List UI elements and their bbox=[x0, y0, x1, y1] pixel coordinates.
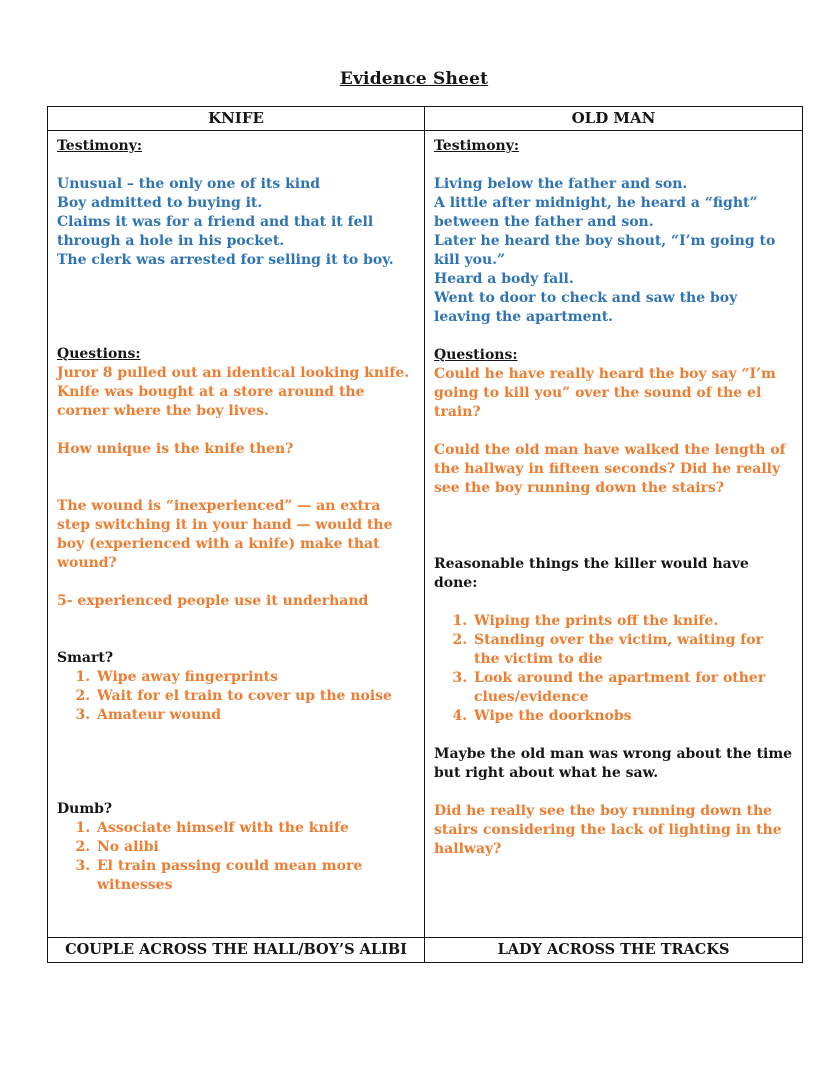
knife-question-wound: The wound is “inexperienced” — an extra step switching it in your hand — would the boy (experienced with a knife) make that wound? bbox=[57, 498, 393, 571]
knife-testimony-line: The clerk was arrested for selling it to boy. bbox=[57, 252, 394, 268]
old-man-testimony-line: Went to door to check and saw the boy leaving the apartment. bbox=[434, 290, 738, 325]
list-item: 3. Look around the apartment for other clues/evidence bbox=[472, 669, 793, 707]
old-man-note-maybe: Maybe the old man was wrong about the time but right about what he saw. bbox=[434, 746, 793, 781]
knife-testimony-line: Unusual – the only one of its kind bbox=[57, 176, 321, 192]
knife-questions-heading: Questions: bbox=[57, 346, 141, 362]
knife-smart-list bbox=[57, 668, 415, 725]
knife-testimony-line: Claims it was for a friend and that it fell through a hole in his pocket. bbox=[57, 214, 374, 249]
knife-question-store: Knife was bought at a store around the corner where the boy lives. bbox=[57, 384, 365, 419]
list-item: 1. Wipe away fingerprints bbox=[95, 668, 415, 687]
knife-testimony-line: Boy admitted to buying it. bbox=[57, 195, 263, 211]
old-man-reasonable-heading: Reasonable things the killer would have done: bbox=[434, 556, 749, 591]
old-man-question-hallway: Could the old man have walked the length of the hallway in fifteen seconds? Did he really see the boy running down the stairs? bbox=[434, 442, 786, 496]
column-header-knife: KNIFE bbox=[48, 107, 425, 131]
list-item: 1. Wiping the prints off the knife. bbox=[472, 612, 793, 631]
list-item: 3. Amateur wound bbox=[95, 706, 415, 725]
old-man-reasonable-list bbox=[434, 612, 793, 726]
list-item: 2. Standing over the victim, waiting for the victim to die bbox=[472, 631, 793, 669]
knife-smart-heading: Smart? bbox=[57, 650, 114, 666]
footer-lady-tracks: LADY ACROSS THE TRACKS bbox=[425, 937, 802, 962]
list-item: 1. Associate himself with the knife bbox=[95, 819, 415, 838]
old-man-questions-heading: Questions: bbox=[434, 347, 518, 363]
old-man-testimony-line: A little after midnight, he heard a “fight” between the father and son. bbox=[434, 195, 758, 230]
knife-question-unique: How unique is the knife then? bbox=[57, 441, 294, 457]
list-item: 2. No alibi bbox=[95, 838, 415, 857]
knife-testimony-heading: Testimony: bbox=[57, 138, 143, 154]
knife-dumb-list bbox=[57, 819, 415, 895]
old-man-testimony-line: Heard a body fall. bbox=[434, 271, 574, 287]
old-man-question-heard: Could he have really heard the boy say “I’m going to kill you” over the sound of the el train? bbox=[434, 366, 776, 420]
page-title: Evidence Sheet bbox=[339, 69, 489, 89]
old-man-question-lighting: Did he really see the boy running down the stairs considering the lack of lighting in the hallway? bbox=[434, 803, 782, 857]
list-item: 4. Wipe the doorknobs bbox=[472, 707, 793, 726]
knife-note-underhand: 5- experienced people use it underhand bbox=[57, 593, 369, 609]
old-man-testimony-heading: Testimony: bbox=[434, 138, 520, 154]
evidence-table bbox=[47, 106, 803, 963]
old-man-testimony-line: Later he heard the boy shout, “I’m going to kill you.” bbox=[434, 233, 776, 268]
knife-question-identical: Juror 8 pulled out an identical looking knife. bbox=[57, 365, 410, 381]
old-man-cell bbox=[425, 131, 802, 937]
list-item: 3. El train passing could mean more witnesses bbox=[95, 857, 415, 895]
list-item: 2. Wait for el train to cover up the noise bbox=[95, 687, 415, 706]
knife-dumb-heading: Dumb? bbox=[57, 801, 113, 817]
footer-couple-alibi: COUPLE ACROSS THE HALL/BOY’S ALIBI bbox=[48, 937, 425, 962]
knife-cell bbox=[48, 131, 425, 937]
column-header-old-man: OLD MAN bbox=[425, 107, 802, 131]
old-man-testimony-line: Living below the father and son. bbox=[434, 176, 688, 192]
